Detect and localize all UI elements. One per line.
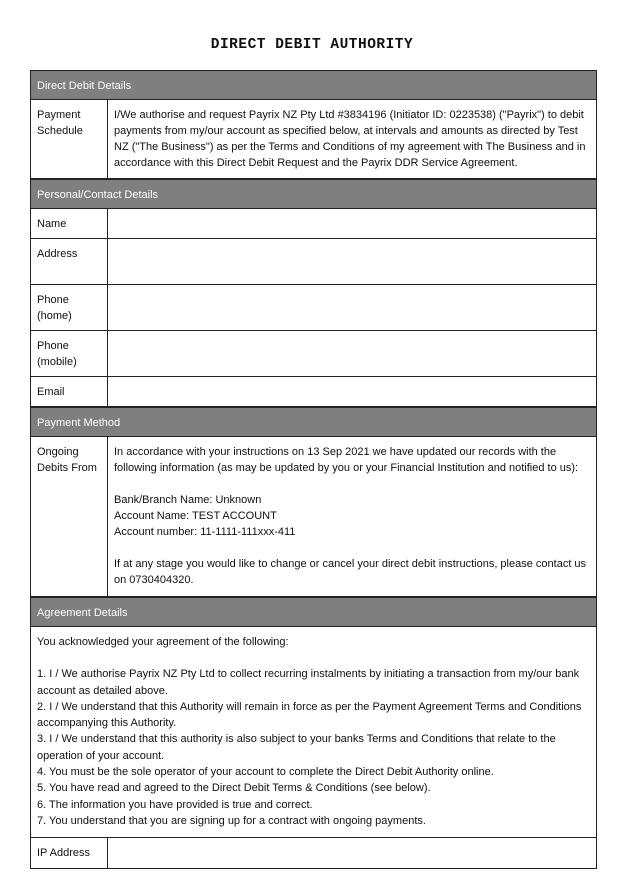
agreement-item: 1. I / We authorise Payrix NZ Pty Ltd to collect recurring instalments by initiating a transaction from my/our bank account as detailed above. xyxy=(37,668,580,697)
ip-address-row xyxy=(31,838,596,869)
email-label: Email xyxy=(31,377,108,406)
agreement-intro: You acknowledged your agreement of the following: xyxy=(37,636,289,648)
account-name: Account Name: TEST ACCOUNT xyxy=(114,510,277,522)
agreement-item: 3. I / We understand that this authority is also subject to your banks Terms and Conditions that relate to the operation of your account. xyxy=(37,733,556,762)
contact-instructions: If at any stage you would like to change or cancel your direct debit instructions, please contact us on 0730404320. xyxy=(114,558,587,586)
name-value xyxy=(108,209,596,238)
payment-schedule-row xyxy=(31,100,596,179)
phone-home-row xyxy=(31,285,596,331)
address-value xyxy=(108,239,596,284)
email-value xyxy=(108,377,596,406)
phone-mobile-label: Phone (mobile) xyxy=(31,331,108,376)
phone-mobile-row xyxy=(31,331,596,377)
phone-mobile-value xyxy=(108,331,596,376)
ongoing-debits-details xyxy=(108,437,596,596)
section-header-personal: Personal/Contact Details xyxy=(31,179,596,209)
address-row xyxy=(31,239,596,285)
account-number: Account number: 11-1111-111xxx-411 xyxy=(114,526,296,538)
phone-home-value xyxy=(108,285,596,330)
ip-address-value xyxy=(108,838,596,868)
agreement-details-row xyxy=(31,627,596,838)
payment-method-intro: In accordance with your instructions on 13 Sep 2021 we have updated our records with the following information (as may be updated by you or your Financial Institution and notified to us): xyxy=(114,446,579,474)
agreement-item: 4. You must be the sole operator of your account to complete the Direct Debit Authority online. xyxy=(37,766,494,779)
email-row xyxy=(31,377,596,407)
agreement-item: 6. The information you have provided is true and correct. xyxy=(37,798,313,811)
ongoing-debits-label: Ongoing Debits From xyxy=(31,437,108,596)
bank-branch-name: Bank/Branch Name: Unknown xyxy=(114,494,262,506)
agreement-item: 5. You have read and agreed to the Direct Debit Terms & Conditions (see below). xyxy=(37,782,431,795)
name-row xyxy=(31,209,596,239)
phone-home-label: Phone (home) xyxy=(31,285,108,330)
payment-schedule-text: I/We authorise and request Payrix NZ Pty Ltd #3834196 (Initiator ID: 0223538) ("Payrix") to debit payments from my/our account as specified below, at intervals and amounts as directed by Test NZ ("The Business") as per the Terms and Conditions of my agreement with The Business and in accordance with this Direct Debit Request and the Payrix DDR Service Agreement. xyxy=(114,109,586,169)
ongoing-debits-row xyxy=(31,437,596,597)
agreement-item: 7. You understand that you are signing up for a contract with ongoing payments. xyxy=(37,814,426,827)
document-title: DIRECT DEBIT AUTHORITY xyxy=(210,37,414,53)
agreement-details-text xyxy=(31,627,596,837)
section-header-agreement: Agreement Details xyxy=(31,597,596,627)
section-header-direct-debit: Direct Debit Details xyxy=(31,70,596,100)
agreement-item: 2. I / We understand that this Authority will remain in force as per the Payment Agreement Terms and Conditions accompanying this Authority. xyxy=(37,700,582,730)
ip-address-label: IP Address xyxy=(31,838,108,868)
section-header-payment-method: Payment Method xyxy=(31,407,596,437)
payment-schedule-label: Payment Schedule xyxy=(31,100,108,178)
direct-debit-form xyxy=(30,70,597,869)
name-label: Name xyxy=(31,209,108,238)
address-label: Address xyxy=(31,239,108,284)
